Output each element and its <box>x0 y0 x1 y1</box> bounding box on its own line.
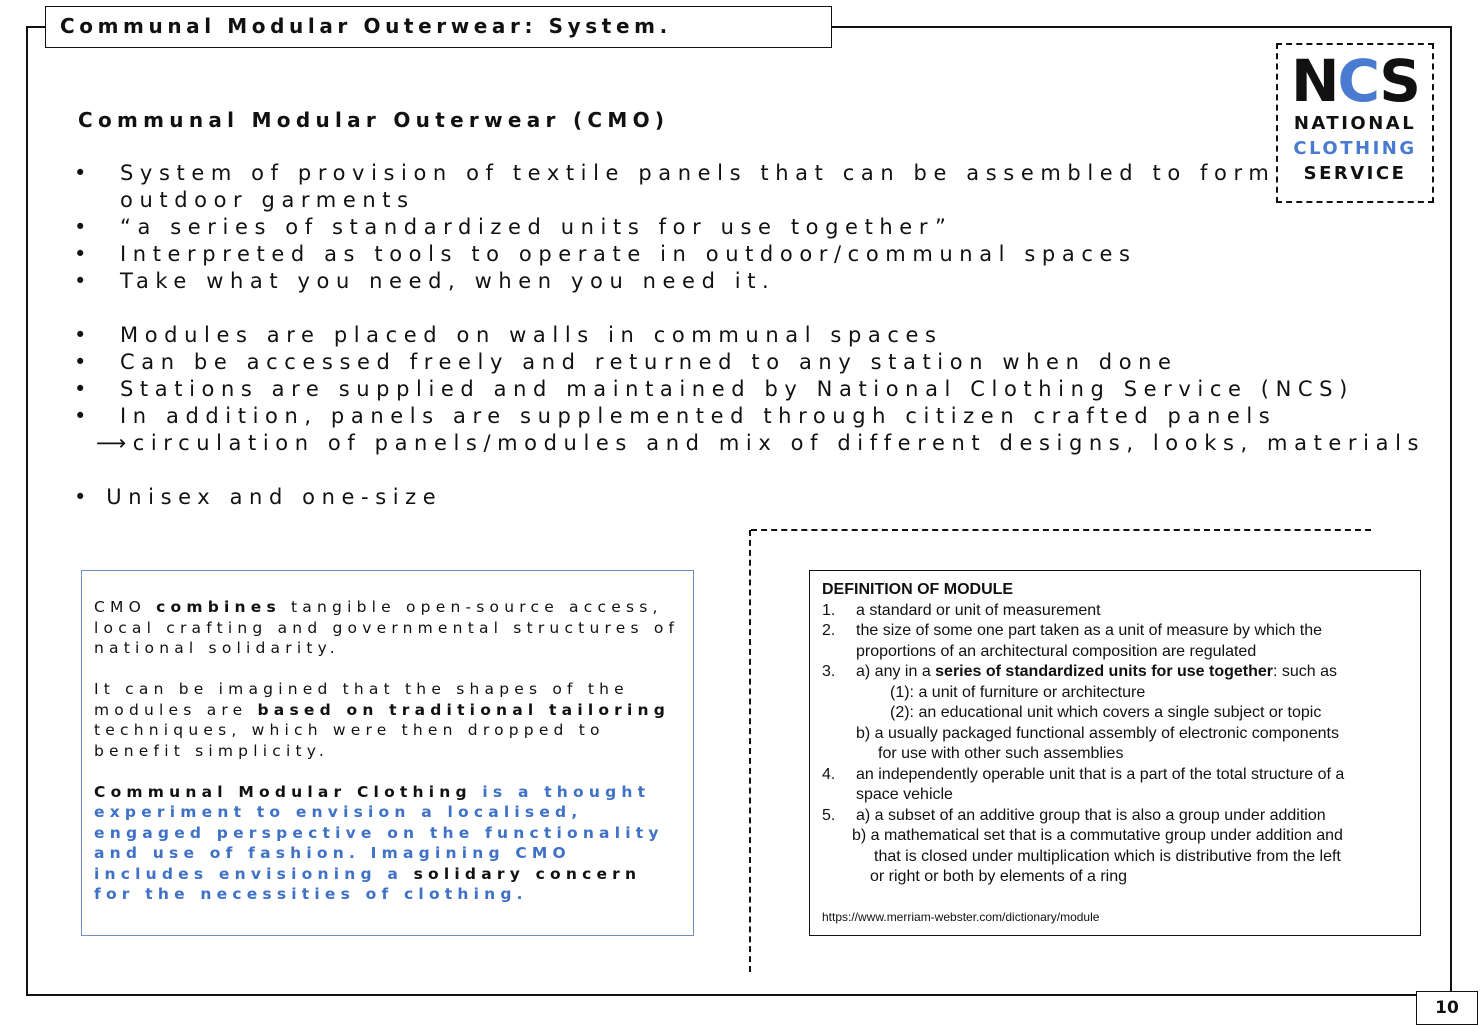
bullet-item <box>74 241 1394 268</box>
bullet-text: “a series of standardized units for use together” <box>120 215 953 239</box>
definition-item-continued <box>822 867 1420 888</box>
definition-subitem <box>822 683 1420 704</box>
definition-item <box>822 601 1420 622</box>
bullet-dot: • <box>74 161 93 185</box>
definition-number: 5. <box>822 806 836 824</box>
definition-item <box>822 621 1420 642</box>
text-run: techniques, which were then dropped to benefit simplicity. <box>94 721 605 760</box>
arrow-icon: ⟶ <box>96 431 133 455</box>
logo-line-national: NATIONAL <box>1293 113 1417 134</box>
definition-item <box>822 806 1420 827</box>
definition-text: or right or both by elements of a ring <box>870 868 1128 885</box>
spacer <box>74 457 1394 484</box>
bullet-item <box>74 349 1394 376</box>
definition-number: 4. <box>822 765 836 783</box>
bullet-dot: • <box>74 269 93 293</box>
bullet-text: In addition, panels are supplemented through citizen crafted panels <box>120 404 1277 428</box>
cmo-description-box <box>81 570 694 936</box>
definition-text: b) a usually packaged functional assembly of electronic components <box>856 724 1339 742</box>
text-run-bold: based on traditional tailoring <box>257 700 671 719</box>
definition-subitem <box>822 703 1420 724</box>
definition-text: (2): an educational unit which covers a single subject or topic <box>890 704 1322 721</box>
definition-subitem <box>822 826 1420 847</box>
text-run-bold: solidary concern <box>413 864 642 883</box>
definition-text: (1): a unit of furniture or architecture <box>890 683 1146 701</box>
definition-text: an independently operable unit that is a part of the total structure of a <box>856 765 1345 783</box>
dashed-divider-horizontal <box>751 529 1371 531</box>
bullet-dot: • <box>74 404 93 428</box>
bullet-continuation <box>74 187 1394 214</box>
definition-item-continued <box>822 642 1420 663</box>
bullet-text: System of provision of textile panels that can be assembled to form <box>120 161 1276 185</box>
logo-letter-s: S <box>1379 47 1419 115</box>
definition-number: 3. <box>822 663 836 680</box>
bullet-text: outdoor garments <box>120 188 415 212</box>
bullet-dot: • <box>74 323 93 347</box>
definition-item-continued <box>822 785 1420 806</box>
bullet-text: Interpreted as tools to operate in outdoor/communal spaces <box>120 242 1137 266</box>
definition-item <box>822 765 1420 786</box>
definition-text: : such as <box>1273 663 1338 680</box>
text-run-highlight: for the necessities of clothing. <box>94 885 528 903</box>
definition-title: DEFINITION OF MODULE <box>822 581 1014 598</box>
slide-title: Communal Modular Outerwear: System. <box>45 6 832 48</box>
definition-text: a) a subset of an additive group that is also a group under addition <box>856 806 1326 824</box>
logo-letter-n: N <box>1291 47 1338 115</box>
text-run-bold: combines <box>156 598 281 616</box>
bullet-dot: • <box>74 215 93 239</box>
arrow-line <box>74 430 1426 457</box>
definition-number: 2. <box>822 622 836 639</box>
logo-letters <box>1278 47 1432 115</box>
bullet-item <box>74 376 1394 403</box>
cmo-paragraph-1 <box>94 597 681 659</box>
logo-line-service: SERVICE <box>1303 163 1407 184</box>
bullet-list <box>74 160 1426 511</box>
spacer <box>74 295 1394 322</box>
definition-text: a) any in a <box>856 663 936 680</box>
bullet-text: Modules are placed on walls in communal spaces <box>120 323 943 347</box>
bullet-item <box>74 160 1394 187</box>
bullet-dot: • <box>74 242 93 266</box>
definition-subitem <box>822 724 1420 745</box>
bullet-item <box>74 268 1394 295</box>
definition-item <box>822 662 1420 683</box>
text-run-highlight: is a thought experiment to envision a localised, engaged perspective on the functionality and use of fashion. Imagining CMO includes envisioning a <box>94 782 664 883</box>
text-run-bold: Communal Modular Clothing <box>94 782 472 801</box>
text-run: It can be imagined that the shapes of the modules are <box>94 680 629 719</box>
definition-text: that is closed under multiplication which is distributive from the left <box>874 847 1341 865</box>
logo-line-clothing: CLOTHING <box>1293 138 1417 159</box>
definition-text: for use with other such assemblies <box>878 745 1124 762</box>
bullet-item <box>74 214 1394 241</box>
bullet-text: Take what you need, when you need it. <box>120 269 776 293</box>
definition-text-bold: series of standardized units for use together <box>935 663 1273 680</box>
bullet-dot: • <box>74 350 93 374</box>
definition-text: a standard or unit of measurement <box>856 601 1101 619</box>
definition-source-link[interactable]: https://www.merriam-webster.com/dictionary/module <box>822 910 1100 924</box>
section-heading: Communal Modular Outerwear (CMO) <box>78 108 670 132</box>
cmo-paragraph-3 <box>94 782 681 905</box>
definition-item-continued <box>822 744 1420 765</box>
dashed-divider-vertical <box>749 530 751 972</box>
definition-text: b) a mathematical set that is a commutative group under addition and <box>852 827 1343 844</box>
bullet-item <box>74 403 1394 430</box>
bullet-item <box>74 322 1394 349</box>
page-number: 10 <box>1416 991 1478 1025</box>
definition-box <box>809 570 1421 936</box>
bullet-dot: • <box>74 377 93 401</box>
bullet-text: Stations are supplied and maintained by National Clothing Service (NCS) <box>120 377 1354 401</box>
definition-text: proportions of an architectural composition are regulated <box>856 642 1257 660</box>
text-run: CMO <box>94 598 157 616</box>
definition-text: space vehicle <box>856 786 953 803</box>
bullet-unisex: • Unisex and one-size <box>74 485 443 509</box>
definition-text: the size of some one part taken as a unit of measure by which the <box>856 622 1323 639</box>
text-run: tangible open-source access, local crafting and governmental structures of national solidarity. <box>94 598 680 657</box>
definition-item-continued <box>822 847 1420 868</box>
definition-number: 1. <box>822 601 836 619</box>
bullet-text: Can be accessed freely and returned to any station when done <box>120 350 1178 374</box>
logo-letter-c: C <box>1337 47 1380 115</box>
cmo-paragraph-2 <box>94 679 681 761</box>
arrow-text: circulation of panels/modules and mix of different designs, looks, materials <box>132 431 1426 455</box>
